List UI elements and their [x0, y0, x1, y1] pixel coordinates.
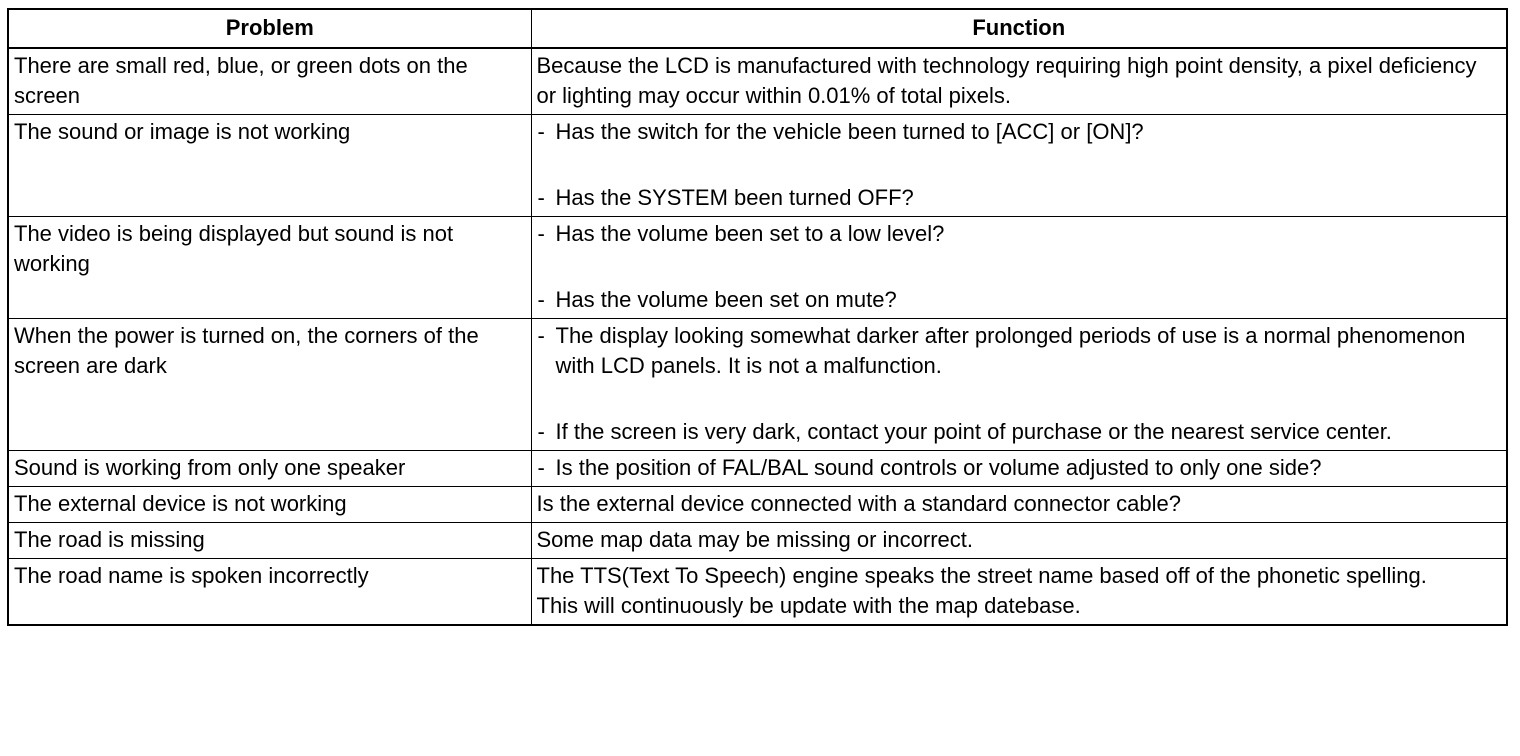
function-text: This will continuously be update with the map datebase.: [536, 593, 1081, 618]
function-list-item: - Has the SYSTEM been turned OFF?: [537, 183, 1502, 213]
table-row: [8, 217, 1507, 319]
header-row: [8, 9, 1507, 48]
table-row: [8, 451, 1507, 487]
function-text: The TTS(Text To Speech) engine speaks the street name based off of the phonetic spelling.: [536, 563, 1427, 588]
function-list-item: - Has the switch for the vehicle been turned to [ACC] or [ON]?: [537, 117, 1502, 147]
function-cell: [531, 48, 1507, 115]
problem-cell: The sound or image is not working: [8, 115, 531, 217]
table-row: [8, 523, 1507, 559]
function-cell: [531, 559, 1507, 626]
header-function: Function: [531, 9, 1507, 48]
table-row: [8, 319, 1507, 451]
function-text: Because the LCD is manufactured with technology requiring high point density, a pixel deficiency or lighting may occur within 0.01% of total pixels.: [536, 53, 1477, 108]
function-list: [537, 321, 1502, 447]
function-list: [537, 219, 1502, 315]
function-list-item: - Is the position of FAL/BAL sound controls or volume adjusted to only one side?: [537, 453, 1502, 483]
function-cell: [531, 115, 1507, 217]
problem-cell: The external device is not working: [8, 487, 531, 523]
problem-cell: The video is being displayed but sound is not working: [8, 217, 531, 319]
table-row: [8, 115, 1507, 217]
function-list-item: - If the screen is very dark, contact your point of purchase or the nearest service center.: [537, 417, 1502, 447]
problem-cell: There are small red, blue, or green dots on the screen: [8, 48, 531, 115]
header-problem: Problem: [8, 9, 531, 48]
function-list: [537, 453, 1502, 483]
function-list-item: - The display looking somewhat darker after prolonged periods of use is a normal phenomenon with LCD panels. It is not a malfunction.: [537, 321, 1502, 381]
problem-cell: The road name is spoken incorrectly: [8, 559, 531, 626]
function-list-item: - Has the volume been set to a low level?: [537, 219, 1502, 249]
function-cell: [531, 523, 1507, 559]
function-text: Is the external device connected with a standard connector cable?: [536, 491, 1182, 516]
function-text: Some map data may be missing or incorrect.: [536, 527, 974, 552]
problem-cell: The road is missing: [8, 523, 531, 559]
problem-cell: When the power is turned on, the corners of the screen are dark: [8, 319, 531, 451]
function-cell: [531, 217, 1507, 319]
function-list: [537, 117, 1502, 213]
function-list-item: - Has the volume been set on mute?: [537, 285, 1502, 315]
problem-cell: Sound is working from only one speaker: [8, 451, 531, 487]
function-cell: [531, 451, 1507, 487]
function-cell: [531, 319, 1507, 451]
table-row: [8, 48, 1507, 115]
table-row: [8, 559, 1507, 626]
troubleshooting-table: [7, 8, 1508, 626]
function-cell: [531, 487, 1507, 523]
table-row: [8, 487, 1507, 523]
